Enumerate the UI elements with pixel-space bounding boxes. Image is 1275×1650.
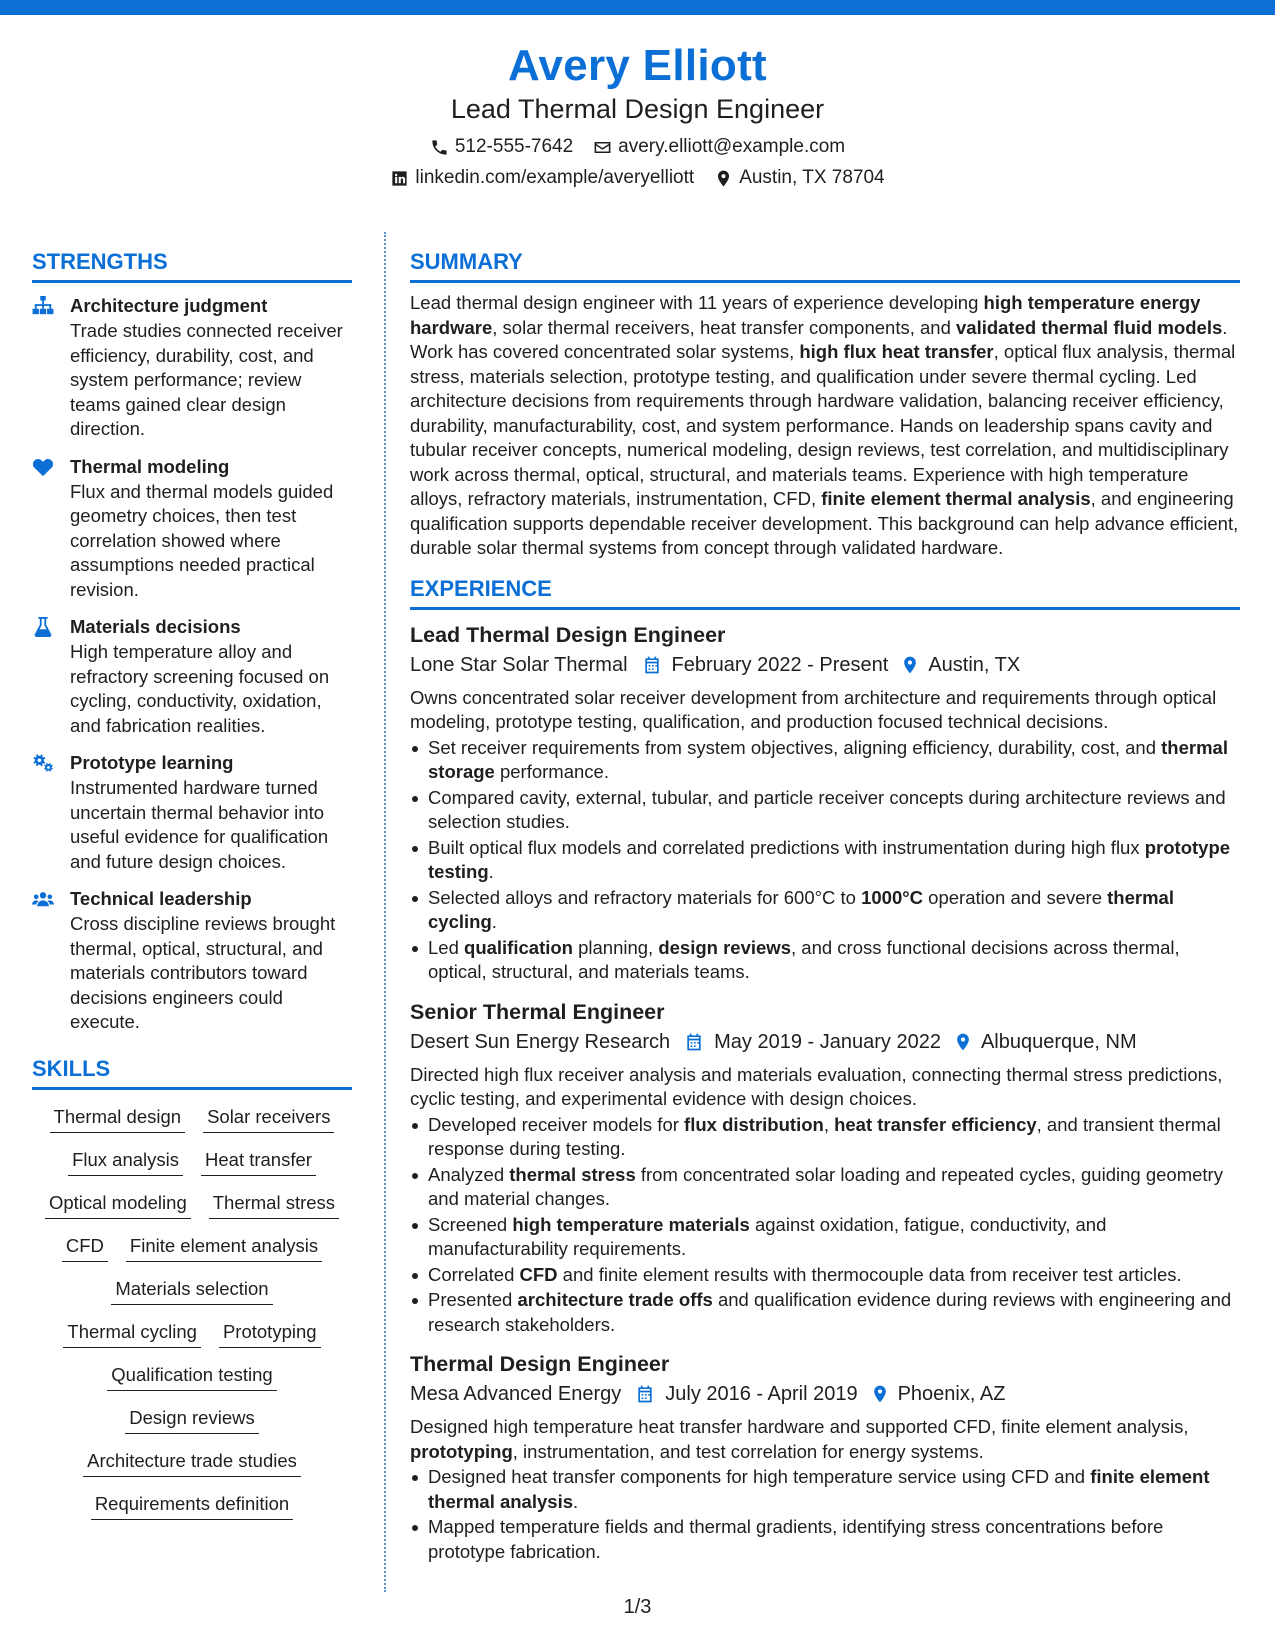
skill-tag: Thermal cycling bbox=[63, 1319, 201, 1348]
strength-item bbox=[32, 750, 352, 874]
strength-item bbox=[32, 614, 352, 738]
location-pin-icon bbox=[714, 169, 733, 188]
skills-list bbox=[32, 1104, 352, 1520]
job-description: Designed high temperature heat transfer hardware and supported CFD, finite element analysis, prototyping, instrumentation, and test correlation for energy systems. bbox=[410, 1416, 1189, 1462]
left-column bbox=[32, 248, 352, 1534]
experience-heading: EXPERIENCE bbox=[410, 575, 1240, 610]
job-company: Lone Star Solar Thermal bbox=[410, 653, 628, 676]
job-location: Austin, TX bbox=[928, 653, 1021, 676]
strength-desc: High temperature alloy and refractory screening focused on cycling, conductivity, oxidation, and fabrication realities. bbox=[70, 641, 330, 736]
strength-item bbox=[32, 293, 352, 442]
location-pin-icon bbox=[953, 1032, 973, 1052]
job-description: Directed high flux receiver analysis and materials evaluation, connecting thermal stress predictions, cyclic testing, and experimental evidence with design choices. bbox=[410, 1063, 1223, 1109]
strength-desc: Instrumented hardware turned uncertain thermal behavior into useful evidence for qualification and future design choices. bbox=[70, 777, 329, 872]
candidate-role: Lead Thermal Design Engineer bbox=[450, 94, 825, 124]
job-location: Albuquerque, NM bbox=[980, 1030, 1137, 1053]
skill-tag: Prototyping bbox=[219, 1319, 321, 1348]
strength-title: Materials decisions bbox=[70, 616, 241, 637]
envelope-icon bbox=[593, 138, 612, 157]
job-bullet: Designed heat transfer components for high temperature service using CFD and finite element thermal analysis. bbox=[410, 1465, 1240, 1514]
contact-location bbox=[714, 165, 884, 191]
strength-title: Prototype learning bbox=[70, 752, 234, 773]
experience-list bbox=[410, 620, 1240, 1565]
strength-item bbox=[32, 454, 352, 603]
job-bullet: Correlated CFD and finite element results with thermocouple data from receiver test articles. bbox=[410, 1263, 1240, 1288]
job-bullet: Set receiver requirements from system objectives, aligning efficiency, durability, cost, and thermal storage performance. bbox=[410, 736, 1240, 785]
contact-phone-text: 512-555-7642 bbox=[454, 136, 574, 157]
job-bullet: Analyzed thermal stress from concentrated solar loading and repeated cycles, guiding geometry and material changes. bbox=[410, 1163, 1240, 1212]
job-title: Senior Thermal Engineer bbox=[410, 999, 665, 1024]
users-icon bbox=[32, 889, 54, 909]
skill-tag: Finite element analysis bbox=[126, 1233, 322, 1262]
candidate-name: Avery Elliott bbox=[507, 41, 767, 90]
summary-heading: SUMMARY bbox=[410, 248, 1240, 283]
strength-title: Technical leadership bbox=[70, 888, 252, 909]
skill-tag: Thermal stress bbox=[209, 1190, 339, 1219]
skill-row bbox=[32, 1362, 352, 1391]
job-company: Mesa Advanced Energy bbox=[410, 1383, 622, 1405]
contact-location-text: Austin, TX 78704 bbox=[739, 167, 885, 188]
calendar-icon bbox=[684, 1032, 704, 1052]
skill-tag: Qualification testing bbox=[107, 1362, 276, 1391]
job-dates: February 2022 - Present bbox=[671, 653, 889, 676]
job-entry bbox=[410, 620, 1240, 985]
contact-email[interactable] bbox=[593, 134, 845, 160]
contact-email-text: avery.elliott@example.com bbox=[618, 136, 846, 157]
strength-title: Architecture judgment bbox=[70, 295, 268, 316]
job-bullet: Developed receiver models for flux distribution, heat transfer efficiency, and transient thermal response during testing. bbox=[410, 1113, 1240, 1162]
contact-linkedin[interactable] bbox=[390, 165, 694, 191]
job-dates: May 2019 - January 2022 bbox=[714, 1030, 941, 1053]
job-bullets bbox=[410, 1113, 1240, 1338]
column-divider bbox=[384, 232, 386, 1592]
skill-row bbox=[32, 1319, 352, 1348]
linkedin-icon bbox=[390, 169, 409, 188]
job-meta bbox=[410, 650, 1240, 680]
strengths-heading: STRENGTHS bbox=[32, 248, 352, 283]
job-bullet: Built optical flux models and correlated predictions with instrumentation during high flux prototype testing. bbox=[410, 836, 1240, 885]
job-bullet: Compared cavity, external, tubular, and particle receiver concepts during architecture reviews and selection studies. bbox=[410, 786, 1240, 835]
gears-icon bbox=[32, 753, 54, 773]
skill-tag: Requirements definition bbox=[91, 1491, 293, 1520]
skill-row bbox=[32, 1448, 352, 1477]
job-location: Phoenix, AZ bbox=[897, 1383, 1006, 1405]
summary-text: Lead thermal design engineer with 11 years of experience developing high temperature energy hardware, solar thermal receivers, heat transfer components, and validated thermal fluid models. Work has covered concentrated solar systems, high flux heat transfer, optical flux analysis, thermal stress, materials selection, prototype testing, and qualification under severe thermal cycling. Led architecture decisions from requirements through hardware validation, balancing receiver efficiency, durability, manufacturability, cost, and system performance. Hands on leadership spans cavity and tubular receiver concepts, numerical modeling, design reviews, test correlation, and multidisciplinary work across thermal, optical, structural, and materials teams. Experience with high temperature alloys, refractory materials, instrumentation, CFD, finite element thermal analysis, and engineering qualification supports dependable receiver development. This background can help advance efficient, durable solar thermal systems from concept through validated hardware. bbox=[410, 292, 1239, 558]
contact-linkedin-text: linkedin.com/example/averyelliott bbox=[415, 167, 695, 188]
job-meta bbox=[410, 1379, 1240, 1409]
skill-row bbox=[32, 1233, 352, 1262]
location-pin-icon bbox=[900, 655, 920, 675]
phone-icon bbox=[430, 138, 449, 157]
flask-icon bbox=[32, 617, 54, 637]
job-company: Desert Sun Energy Research bbox=[410, 1030, 671, 1053]
strength-title: Thermal modeling bbox=[70, 455, 230, 477]
calendar-icon bbox=[635, 1384, 655, 1404]
contact-phone[interactable] bbox=[430, 134, 573, 160]
skill-row bbox=[32, 1147, 352, 1176]
page-number: 1/3 bbox=[623, 1596, 652, 1618]
job-bullets bbox=[410, 736, 1240, 985]
skill-row bbox=[32, 1190, 352, 1219]
skill-tag: Design reviews bbox=[125, 1405, 258, 1434]
job-title: Lead Thermal Design Engineer bbox=[410, 622, 726, 647]
right-column bbox=[410, 248, 1240, 1564]
job-bullet: Led qualification planning, design reviews, and cross functional decisions across thermal, optical, structural, and materials teams. bbox=[410, 936, 1240, 985]
location-pin-icon bbox=[870, 1384, 890, 1404]
job-bullet: Presented architecture trade offs and qualification evidence during reviews with engineering and research stakeholders. bbox=[410, 1288, 1240, 1337]
job-entry bbox=[410, 997, 1240, 1338]
skill-tag: Materials selection bbox=[111, 1276, 272, 1305]
job-bullet: Screened high temperature materials against oxidation, fatigue, conductivity, and manufacturability requirements. bbox=[410, 1213, 1240, 1262]
strength-item bbox=[32, 886, 352, 1035]
calendar-icon bbox=[642, 655, 662, 675]
job-bullets bbox=[410, 1465, 1240, 1564]
resume-header bbox=[0, 40, 1275, 191]
job-description: Owns concentrated solar receiver development from architecture and requirements through optical modeling, prototype testing, qualification, and production focused technical decisions. bbox=[410, 686, 1217, 732]
sitemap-icon bbox=[32, 296, 54, 316]
job-dates: July 2016 - April 2019 bbox=[665, 1383, 858, 1405]
strength-desc: Trade studies connected receiver efficiency, durability, cost, and system performance; review teams gained clear design direction. bbox=[70, 320, 343, 439]
heart-icon bbox=[32, 457, 54, 477]
skill-row bbox=[32, 1104, 352, 1133]
skill-tag: Architecture trade studies bbox=[83, 1448, 301, 1477]
strength-desc: Flux and thermal models guided geometry choices, then test correlation showed where assumptions needed practical revision. bbox=[70, 480, 334, 600]
skill-tag: Heat transfer bbox=[201, 1147, 316, 1176]
job-meta bbox=[410, 1027, 1240, 1057]
skill-tag: Solar receivers bbox=[203, 1104, 334, 1133]
skills-heading: SKILLS bbox=[32, 1055, 352, 1090]
top-accent-bar bbox=[0, 0, 1275, 15]
job-bullet: Mapped temperature fields and thermal gradients, identifying stress concentrations before prototype fabrication. bbox=[410, 1515, 1240, 1564]
skill-row bbox=[32, 1405, 352, 1434]
job-entry bbox=[410, 1349, 1240, 1564]
skill-row bbox=[32, 1491, 352, 1520]
skill-tag: CFD bbox=[62, 1233, 108, 1262]
skill-row bbox=[32, 1276, 352, 1305]
contact-row-2 bbox=[0, 165, 1275, 191]
contact-row-1 bbox=[0, 134, 1275, 160]
job-bullet: Selected alloys and refractory materials for 600°C to 1000°C operation and severe thermal cycling. bbox=[410, 886, 1240, 935]
job-title: Thermal Design Engineer bbox=[410, 1352, 670, 1376]
strengths-list bbox=[32, 293, 352, 1035]
skill-tag: Flux analysis bbox=[68, 1147, 183, 1176]
skill-tag: Optical modeling bbox=[45, 1190, 191, 1219]
strength-desc: Cross discipline reviews brought thermal, optical, structural, and materials contributors toward decisions engineers could execute. bbox=[70, 913, 336, 1032]
skill-tag: Thermal design bbox=[50, 1104, 186, 1133]
